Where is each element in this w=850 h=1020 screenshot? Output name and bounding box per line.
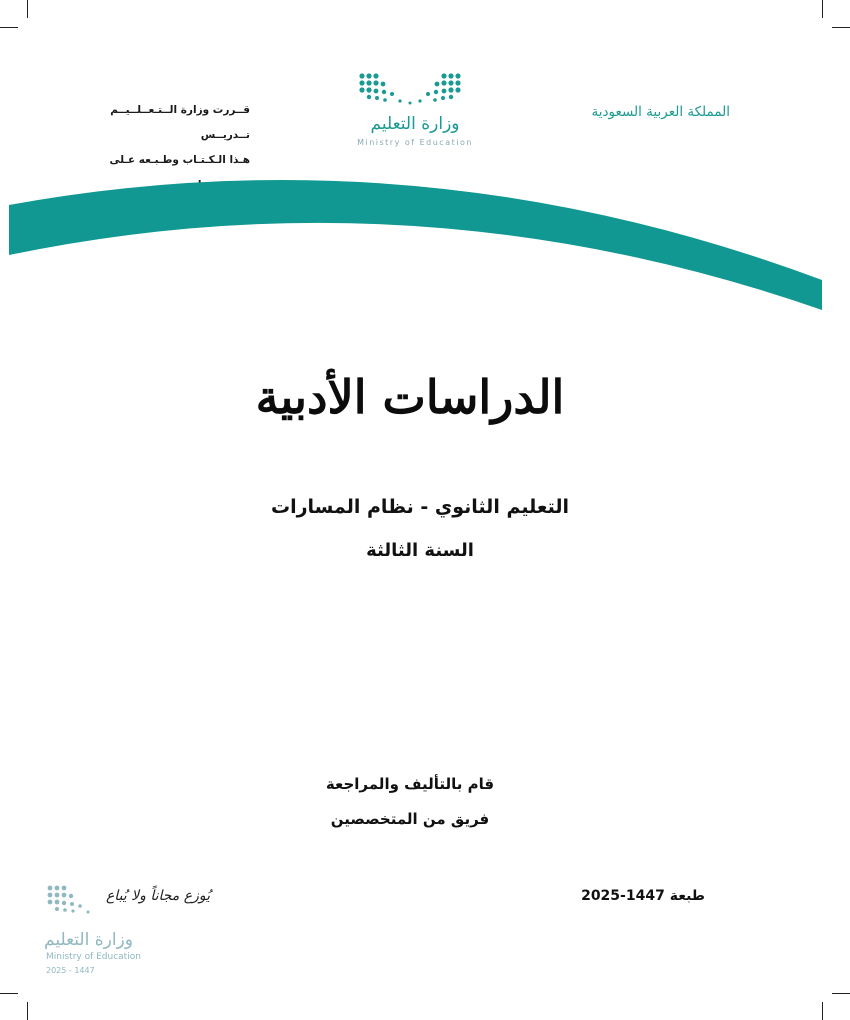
ministry-logo-english: Ministry of Education bbox=[357, 138, 473, 147]
ministry-footer-english: Ministry of Education bbox=[46, 952, 141, 962]
authors-team: فريق من المتخصصين bbox=[330, 810, 490, 828]
teal-swoosh-band bbox=[0, 150, 850, 320]
edition-year: طبعة 1447-2025 bbox=[581, 888, 705, 904]
book-title: الدراسات الأدبية bbox=[255, 370, 565, 424]
ministry-footer-logo-icon bbox=[44, 883, 104, 917]
approval-line-1: قــررت وزارة الــتـعــلــيــم تــدريــس bbox=[110, 104, 250, 141]
crop-mark-tr-v bbox=[822, 0, 823, 18]
crop-mark-tl-h bbox=[0, 27, 18, 28]
ministry-logo-arabic: وزارة التعليم bbox=[370, 114, 460, 134]
kingdom-name: المملكة العربية السعودية bbox=[591, 104, 730, 120]
crop-mark-bl-h bbox=[0, 993, 18, 994]
crop-mark-bl-v bbox=[27, 1002, 28, 1020]
book-year: السنة الثالثة bbox=[366, 540, 474, 561]
crop-mark-tl-v bbox=[27, 0, 28, 18]
free-distribution-stamp: يُوزع مجاناً ولا يُباع bbox=[105, 888, 210, 904]
crop-mark-br-v bbox=[822, 1002, 823, 1020]
book-stage: التعليم الثانوي - نظام المسارات bbox=[271, 496, 569, 518]
crop-mark-tr-h bbox=[832, 27, 850, 28]
authors-heading: قام بالتأليف والمراجعة bbox=[325, 775, 495, 793]
ministry-footer-year: 2025 - 1447 bbox=[46, 966, 95, 975]
ministry-footer-arabic: وزارة التعليم bbox=[44, 930, 133, 950]
crop-mark-br-h bbox=[832, 993, 850, 994]
approval-line-2: هـذا الـكـتـاب وطـبـعه عـلى bbox=[109, 154, 250, 166]
